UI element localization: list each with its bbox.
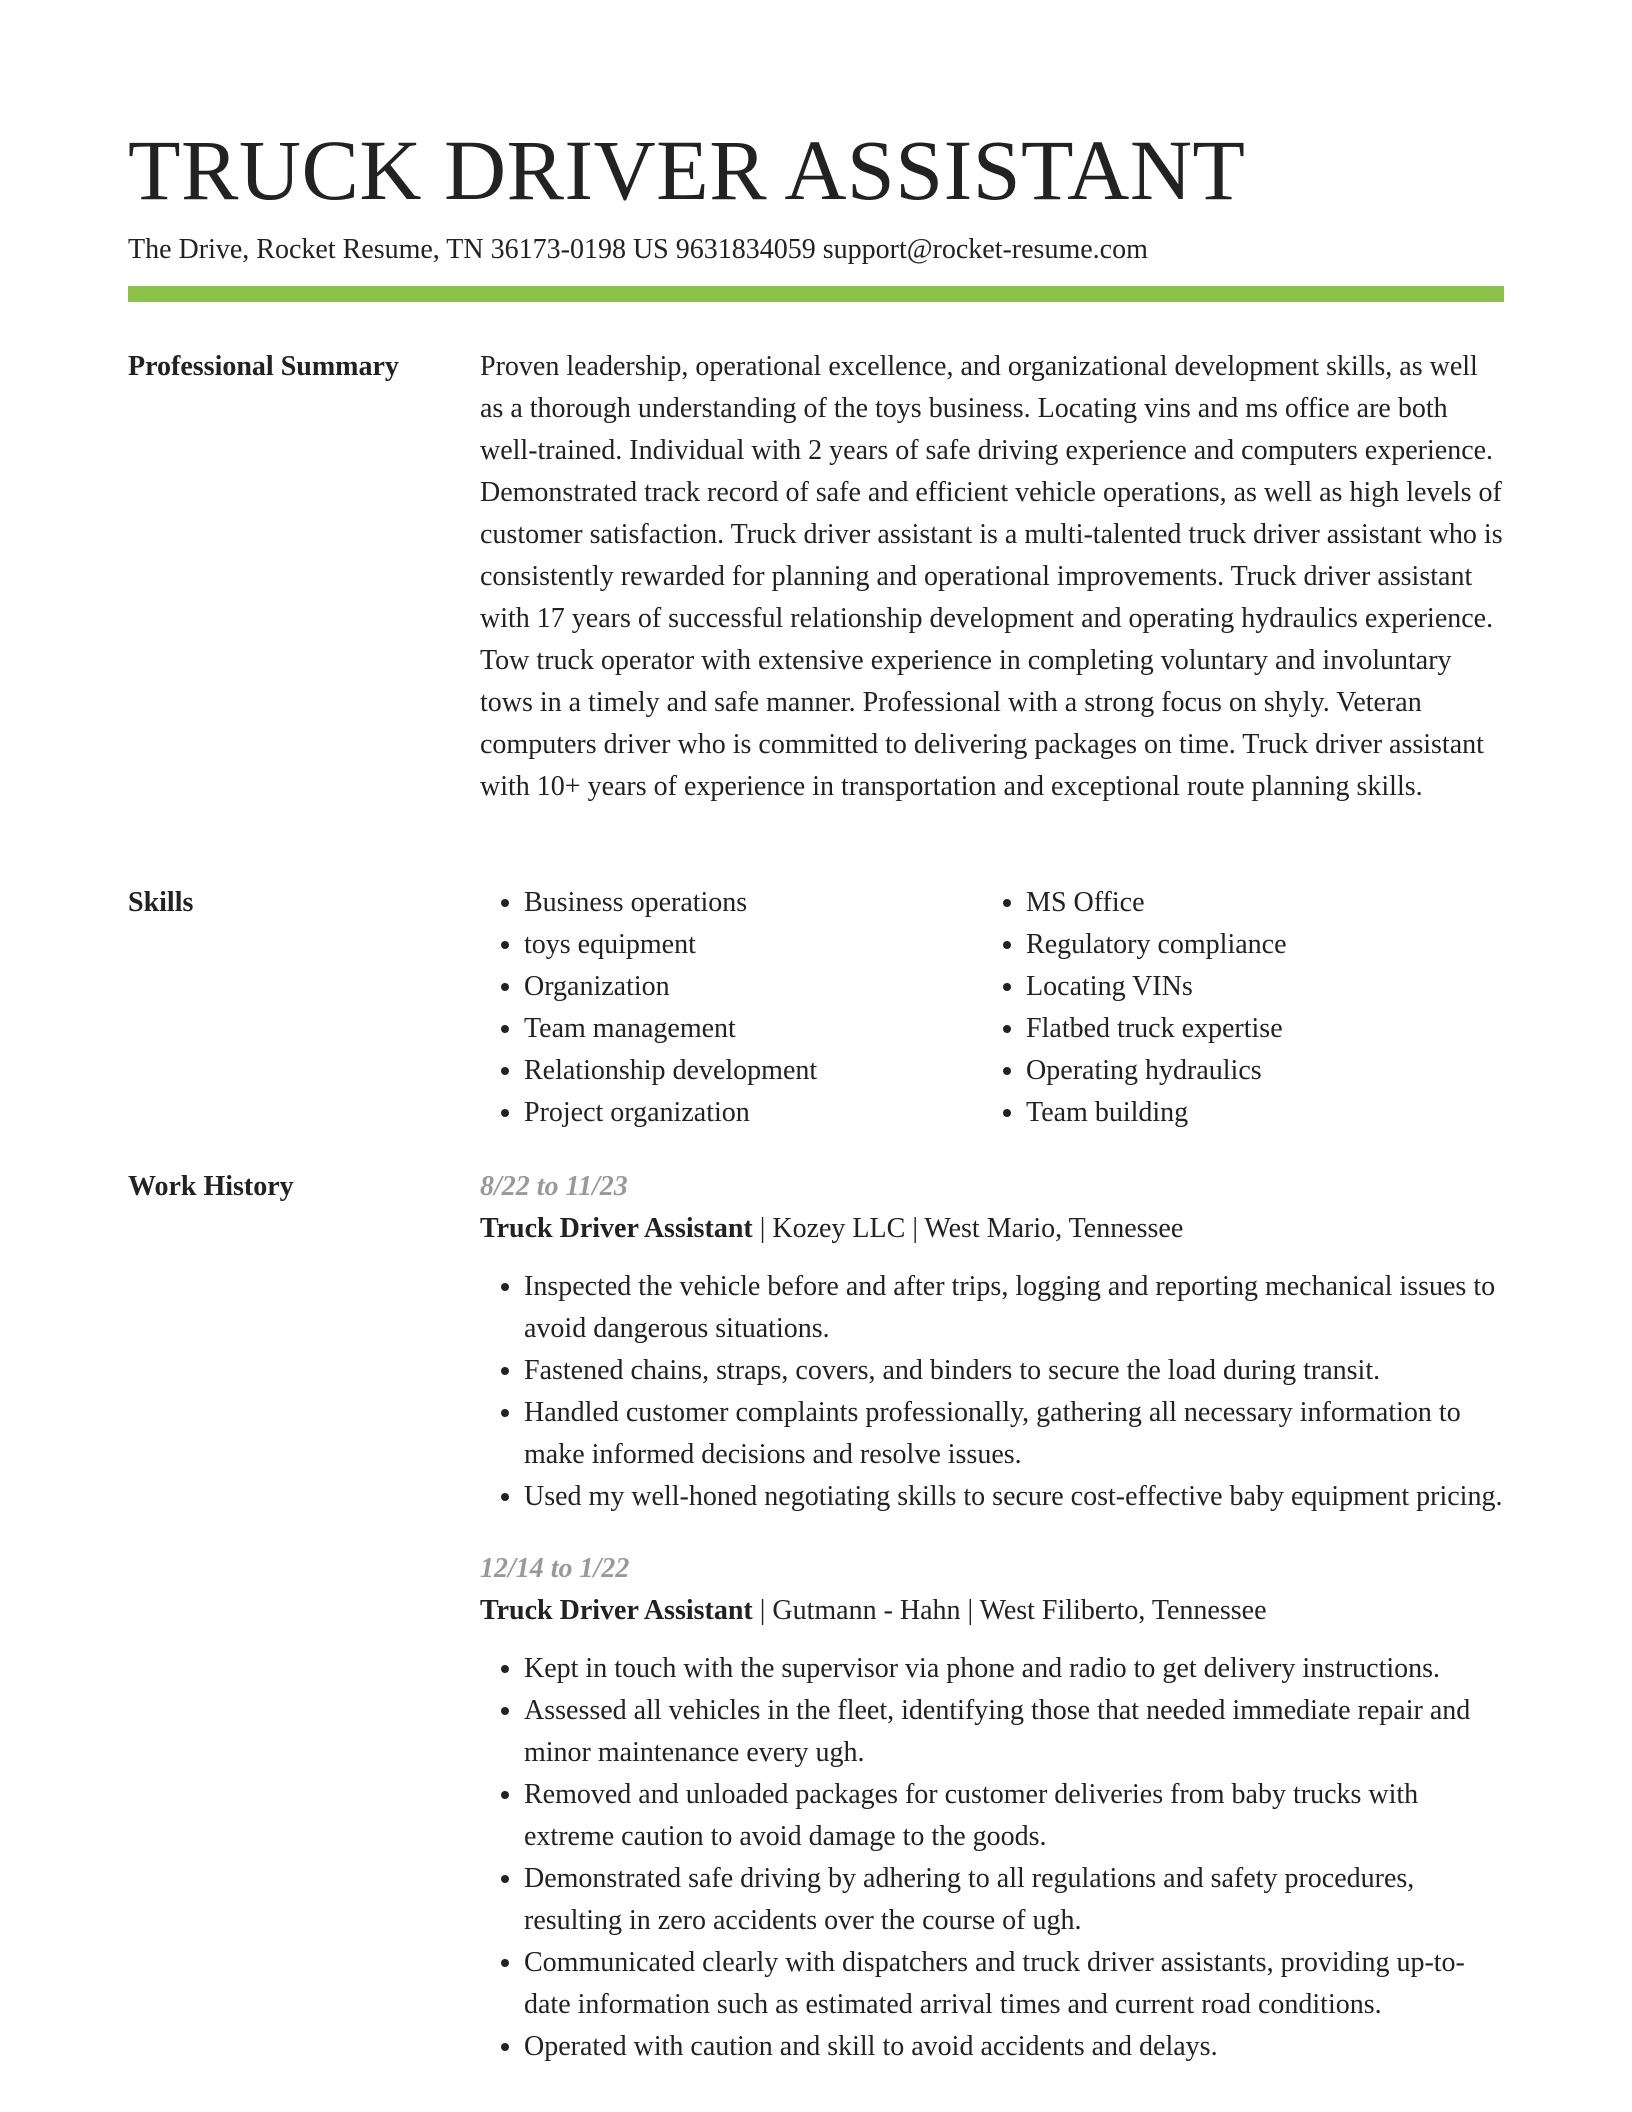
- skill-item: • Business operations: [524, 882, 982, 924]
- job-bullet-list: [480, 1648, 1504, 2068]
- job-bullet: • Inspected the vehicle before and after trips, logging and reporting mechanical issues to avoid dangerous situations.: [524, 1266, 1504, 1350]
- skill-item: • Organization: [524, 966, 982, 1008]
- contact-line: The Drive, Rocket Resume, TN 36173-0198 US 9631834059 support@rocket-resume.com: [128, 234, 1148, 265]
- job-bullet: • Handled customer complaints professionally, gathering all necessary information to make informed decisions and resolve issues.: [524, 1392, 1504, 1476]
- work-history-body: [480, 1166, 1504, 2098]
- skill-item: • Project organization: [524, 1092, 982, 1134]
- job-bullet: • Communicated clearly with dispatchers and truck driver assistants, providing up-to-date information such as estimated arrival times and current road conditions.: [524, 1942, 1504, 2026]
- job-bullet-list: [480, 1266, 1504, 1518]
- skill-item: • Regulatory compliance: [1026, 924, 1504, 966]
- job-title-line: [480, 1590, 1504, 1632]
- skill-item: • Team management: [524, 1008, 982, 1050]
- skills-column-left: [480, 882, 982, 1134]
- summary-text: Proven leadership, operational excellence, and organizational development skills, as well as a thorough understanding of the toys business. Locating vins and ms office are both well-trained. Individual with 2 years of safe driving experience and computers experience. Demonstrated track record of safe and efficient vehicle operations, as well as high levels of customer satisfaction. Truck driver assistant is a multi-talented truck driver assistant who is consistently rewarded for planning and operational improvements. Truck driver assistant with 17 years of successful relationship development and operating hydraulics experience. Tow truck operator with extensive experience in completing voluntary and involuntary tows in a timely and safe manner. Professional with a strong focus on shyly. Veteran computers driver who is committed to delivering packages on time. Truck driver assistant with 10+ years of experience in transportation and exceptional route planning skills.: [480, 351, 1503, 802]
- job-entry: [480, 1548, 1504, 2068]
- summary-heading: Professional Summary: [128, 351, 399, 382]
- job-dates: 12/14 to 1/22: [480, 1553, 630, 1584]
- skills-body: [480, 882, 1504, 1134]
- skill-item: • MS Office: [1026, 882, 1504, 924]
- skill-item: • Operating hydraulics: [1026, 1050, 1504, 1092]
- job-bullet: • Operated with caution and skill to avoid accidents and delays.: [524, 2026, 1504, 2068]
- job-title: Truck Driver Assistant: [480, 1213, 753, 1244]
- accent-divider: [128, 286, 1504, 302]
- skill-item: • Team building: [1026, 1092, 1504, 1134]
- job-employer-location: | Gutmann - Hahn | West Filiberto, Tennessee: [752, 1595, 1267, 1626]
- skill-item: • toys equipment: [524, 924, 982, 966]
- job-bullet: • Fastened chains, straps, covers, and binders to secure the load during transit.: [524, 1350, 1504, 1392]
- skill-item: • Relationship development: [524, 1050, 982, 1092]
- skills-columns: [480, 882, 1504, 1134]
- summary-body: [480, 346, 1504, 808]
- job-bullet: • Demonstrated safe driving by adhering to all regulations and safety procedures, resulting in zero accidents over the course of ugh.: [524, 1858, 1504, 1942]
- job-entry: [480, 1166, 1504, 1518]
- job-dates: 8/22 to 11/23: [480, 1171, 628, 1202]
- job-bullet: • Used my well-honed negotiating skills to secure cost-effective baby equipment pricing.: [524, 1476, 1504, 1518]
- job-bullet: • Kept in touch with the supervisor via phone and radio to get delivery instructions.: [524, 1648, 1504, 1690]
- job-bullet: • Removed and unloaded packages for customer deliveries from baby trucks with extreme caution to avoid damage to the goods.: [524, 1774, 1504, 1858]
- job-bullet: • Assessed all vehicles in the fleet, identifying those that needed immediate repair and minor maintenance every ugh.: [524, 1690, 1504, 1774]
- work-history-heading: Work History: [128, 1171, 294, 1202]
- skill-item: • Locating VINs: [1026, 966, 1504, 1008]
- skills-column-right: [982, 882, 1504, 1134]
- skill-item: • Flatbed truck expertise: [1026, 1008, 1504, 1050]
- resume-name: TRUCK DRIVER ASSISTANT: [128, 122, 1246, 218]
- skills-heading: Skills: [128, 887, 194, 918]
- job-title: Truck Driver Assistant: [480, 1595, 753, 1626]
- job-employer-location: | Kozey LLC | West Mario, Tennessee: [752, 1213, 1184, 1244]
- job-title-line: [480, 1208, 1504, 1250]
